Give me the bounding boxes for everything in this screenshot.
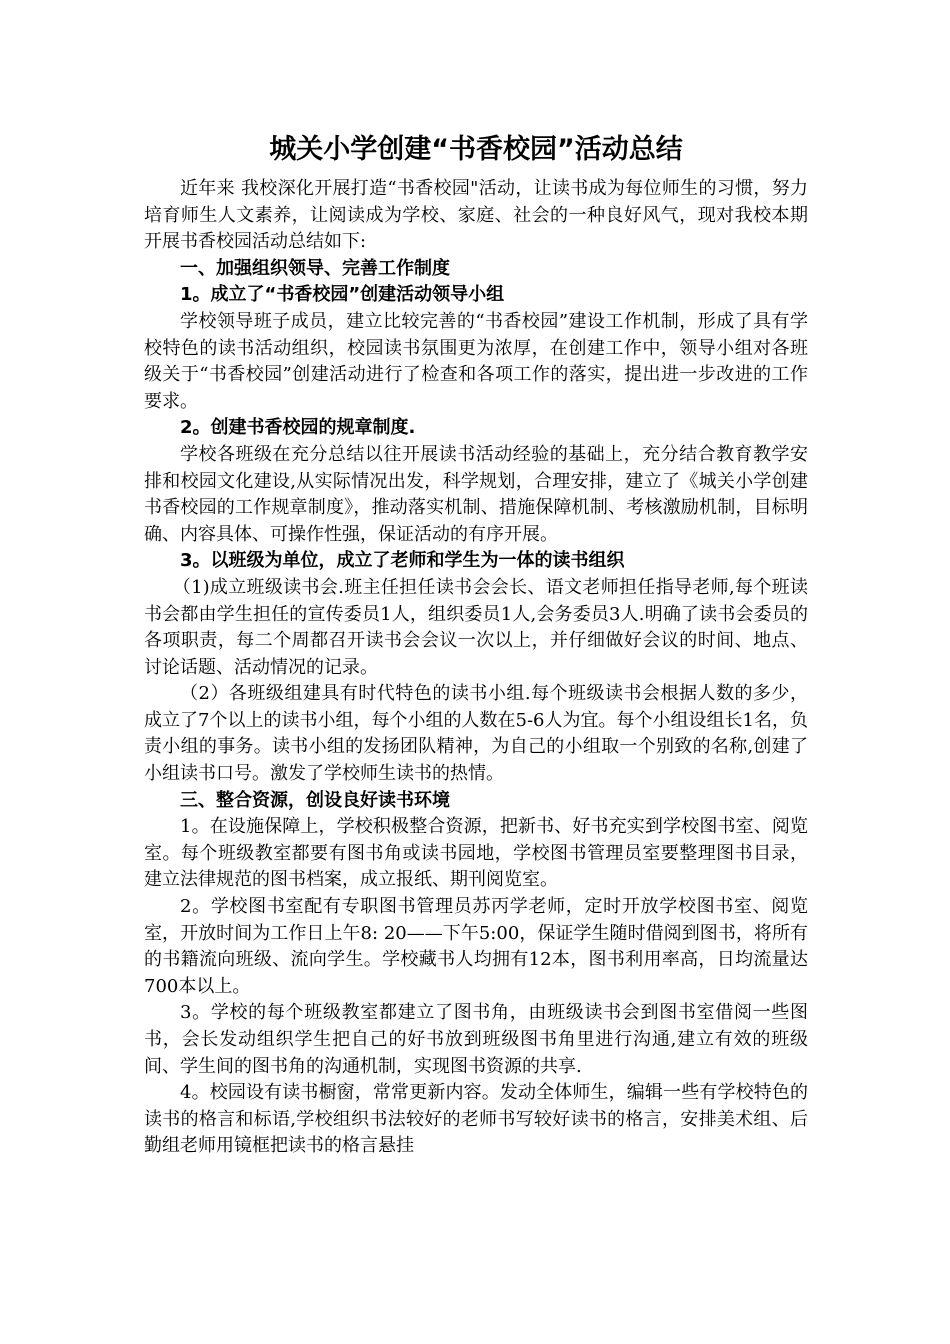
body-paragraph: 4。校园设有读书橱窗，常常更新内容。发动全体师生，编辑一些有学校特色的读书的格言和标语,学校组织书法较好的老师书写较好读书的格言，安排美术组、后勤组老师用镜框把读书的格言悬挂 [144,1082,808,1157]
document-title: 城关小学创建“书香校园”活动总结 [269,134,683,165]
section-heading-1: 一、加强组织领导、完善工作制度 [180,257,450,279]
section-heading-3: 三、整合资源，创设良好读书环境 [180,789,450,811]
document-page [144,130,808,1160]
subsection-heading-3: 3。以班级为单位，成立了老师和学生为一体的读书组织 [180,550,625,572]
body-paragraph: 3。学校的每个班级教室都建立了图书角，由班级读书会到图书室借阅一些图书，会长发动组织学生把自己的好书放到班级图书角里进行沟通,建立有效的班级间、学生间的图书角的沟通机制，实现图书资源的共享. [144,1002,808,1077]
body-paragraph: 学校领导班子成员，建立比较完善的“书香校园”建设工作机制，形成了具有学校特色的读书活动组织，校园读书氛围更为浓厚，在创建工作中，领导小组对各班级关于“书香校园”创建活动进行了检查和各项工作的落实，提出进一步改进的工作要求。 [144,310,808,412]
subsection-heading-2: 2。创建书香校园的规章制度. [180,417,416,439]
body-paragraph: 1。在设施保障上，学校积极整合资源，把新书、好书充实到学校图书室、阅览室。每个班级教室都要有图书角或读书园地，学校图书管理员室要整理图书目录，建立法律规范的图书档案，成立报纸、期刊阅览室。 [144,816,808,891]
body-paragraph: （1)成立班级读书会.班主任担任读书会会长、语文老师担任指导老师,每个班读书会都由学生担任的宣传委员1人，组织委员1人,会务委员3人.明确了读书会委员的各项职责，每二个周都召开读书会会议一次以上，并仔细做好会议的时间、地点、讨论话题、活动情况的记录。 [144,576,808,678]
subsection-heading-1: 1。成立了“书香校园”创建活动领导小组 [180,284,505,306]
body-paragraph: 2。学校图书室配有专职图书管理员苏丙学老师，定时开放学校图书室、阅览室，开放时间为工作日上午8: 20——下午5:00，保证学生随时借阅到图书，将所有的书籍流向班级、流向学生。学校藏书人均拥有12本，图书利用率高，日均流量达700本以上。 [144,896,808,997]
intro-paragraph: 近年来 我校深化开展打造“书香校园"活动，让读书成为每位师生的习惯，努力培育师生人文素养，让阅读成为学校、家庭、社会的一种良好风气，现对我校本期开展书香校园活动总结如下: [144,178,808,253]
body-paragraph: （2）各班级组建具有时代特色的读书小组.每个班级读书会根据人数的多少，成立了7个以上的读书小组，每个小组的人数在5-6人为宜。每个小组设组长1名，负责小组的事务。读书小组的发扬团队精神，为自己的小组取一个别致的名称,创建了小组读书口号。激发了学校师生读书的热情。 [144,683,808,785]
body-paragraph: 学校各班级在充分总结以往开展读书活动经验的基础上，充分结合教育教学安排和校园文化建设,从实际情况出发，科学规划，合理安排，建立了《城关小学创建书香校园的工作规章制度》，推动落实机制、措施保障机制、考核激励机制，目标明确、内容具体、可操作性强，保证活动的有序开展。 [144,443,808,545]
